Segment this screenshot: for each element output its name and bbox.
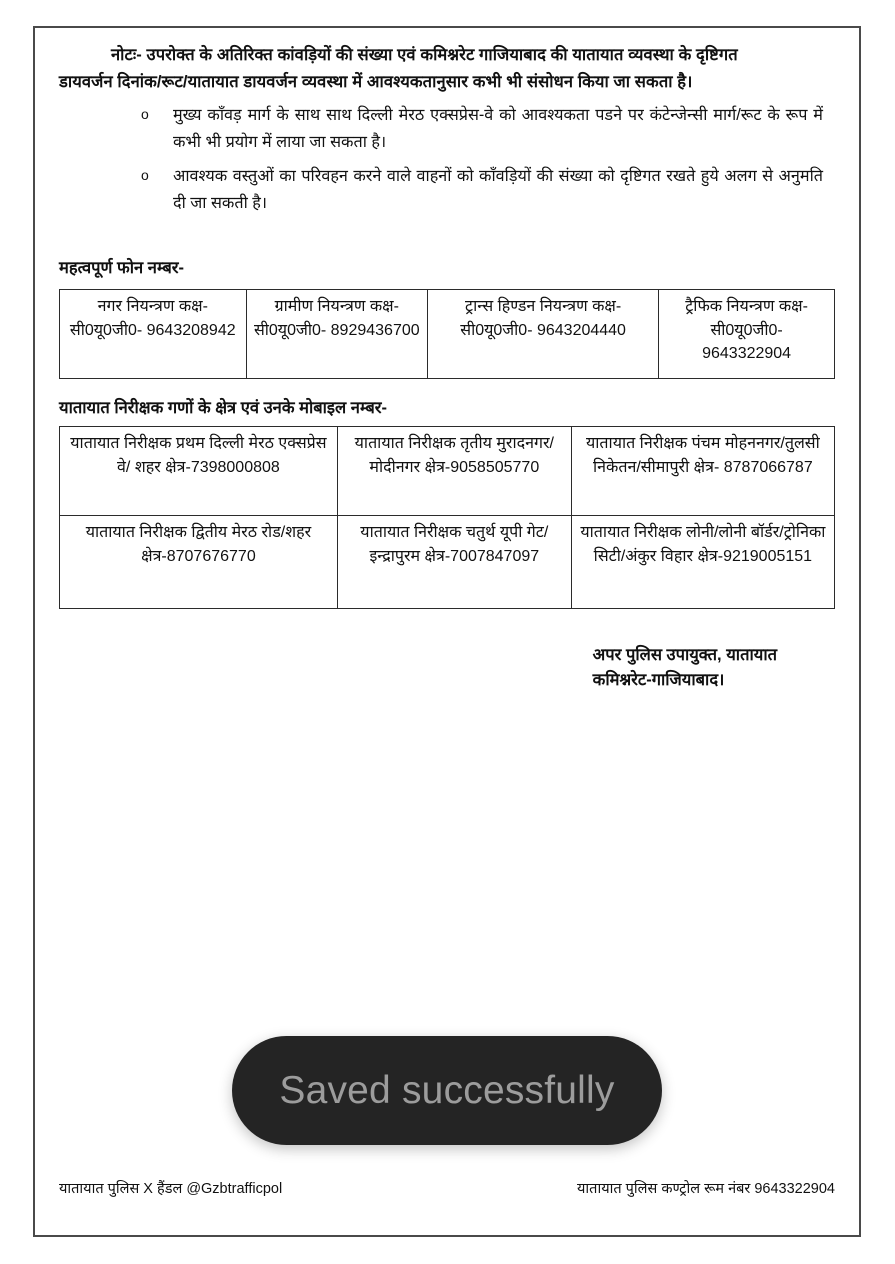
note-line-2: डायवर्जन दिनांक/रूट/यातायात डायवर्जन व्यवस्था में आवश्यकतानुसार कभी भी संसोधन किया जा सकता है। bbox=[59, 72, 693, 91]
list-item bbox=[141, 163, 835, 217]
saved-toast bbox=[232, 1036, 662, 1145]
list-item-text: मुख्य काँवड़ मार्ग के साथ साथ दिल्ली मेरठ एक्सप्रेस-वे को आवश्यकता पडने पर कंटेन्जेन्सी मार्ग/रूट के रूप में कभी भी प्रयोग में लाया जा सकता है। bbox=[173, 106, 823, 152]
inspectors-section-heading: यातायात निरीक्षक गणों के क्षेत्र एवं उनके मोबाइल नम्बर- bbox=[59, 399, 387, 418]
table-cell-inspector-fifth: यातायात निरीक्षक पंचम मोहननगर/तुलसी निकेतन/सीमापुरी क्षेत्र- 8787066787 bbox=[571, 427, 834, 516]
table-row bbox=[60, 516, 835, 609]
list-item-text: आवश्यक वस्तुओं का परिवहन करने वाले वाहनों को काँवड़ियों की संख्या को दृष्टिगत रखते हुये अलग से अनुमति दी जा सकती है। bbox=[173, 167, 823, 213]
table-row bbox=[60, 427, 835, 516]
bullet-marker-icon: o bbox=[141, 106, 149, 123]
table-cell-traffic-control-room: ट्रैफिक नियन्त्रण कक्ष- सी0यू0जी0- 9643322904 bbox=[659, 290, 835, 379]
list-item bbox=[141, 102, 835, 156]
table-cell-trans-hindon-control-room: ट्रान्स हिण्डन नियन्त्रण कक्ष- सी0यू0जी0- 9643204440 bbox=[428, 290, 659, 379]
important-phone-numbers-table bbox=[59, 289, 835, 379]
page-footer bbox=[59, 1180, 835, 1199]
table-cell-inspector-first: यातायात निरीक्षक प्रथम दिल्ली मेरठ एक्सप्रेस वे/ शहर क्षेत्र-7398000808 bbox=[60, 427, 338, 516]
table-cell-inspector-second: यातायात निरीक्षक द्वितीय मेरठ रोड/शहर क्षेत्र-8707676770 bbox=[60, 516, 338, 609]
table-cell-inspector-fourth: यातायात निरीक्षक चतुर्थ यूपी गेट/इन्द्रापुरम क्षेत्र-7007847097 bbox=[337, 516, 571, 609]
table-cell-inspector-loni: यातायात निरीक्षक लोनी/लोनी बॉर्डर/ट्रोनिका सिटी/अंकुर विहार क्षेत्र-9219005151 bbox=[571, 516, 834, 609]
footer-social-handle: यातायात पुलिस X हैंडल @Gzbtrafficpol bbox=[59, 1181, 283, 1198]
signature-inner bbox=[593, 643, 777, 693]
signature-designation: अपर पुलिस उपायुक्त, यातायात bbox=[592, 646, 777, 665]
signature-office: कमिश्नरेट-गाजियाबाद। bbox=[592, 670, 725, 689]
note-bullet-list bbox=[59, 102, 835, 217]
signature-block bbox=[59, 643, 835, 693]
table-cell-city-control-room: नगर नियन्त्रण कक्ष- सी0यू0जी0- 9643208942 bbox=[60, 290, 247, 379]
table-cell-rural-control-room: ग्रामीण नियन्त्रण कक्ष- सी0यू0जी0- 8929436700 bbox=[246, 290, 428, 379]
phones-section-heading: महत्वपूर्ण फोन नम्बर- bbox=[59, 259, 184, 277]
table-row bbox=[60, 290, 835, 379]
note-paragraph bbox=[59, 42, 835, 95]
bullet-marker-icon: o bbox=[141, 167, 149, 184]
toast-message: Saved successfully bbox=[279, 1068, 615, 1112]
footer-control-room-number: यातायात पुलिस कण्ट्रोल रूम नंबर 9643322904 bbox=[577, 1181, 835, 1198]
table-cell-inspector-third: यातायात निरीक्षक तृतीय मुरादनगर/ मोदीनगर क्षेत्र-9058505770 bbox=[337, 427, 571, 516]
note-line-1: नोटः- उपरोक्त के अतिरिक्त कांवड़ियों की संख्या एवं कमिश्नरेट गाजियाबाद की यातायात व्यवस्था के दृष्टिगत bbox=[111, 46, 738, 64]
traffic-inspectors-table bbox=[59, 426, 835, 609]
